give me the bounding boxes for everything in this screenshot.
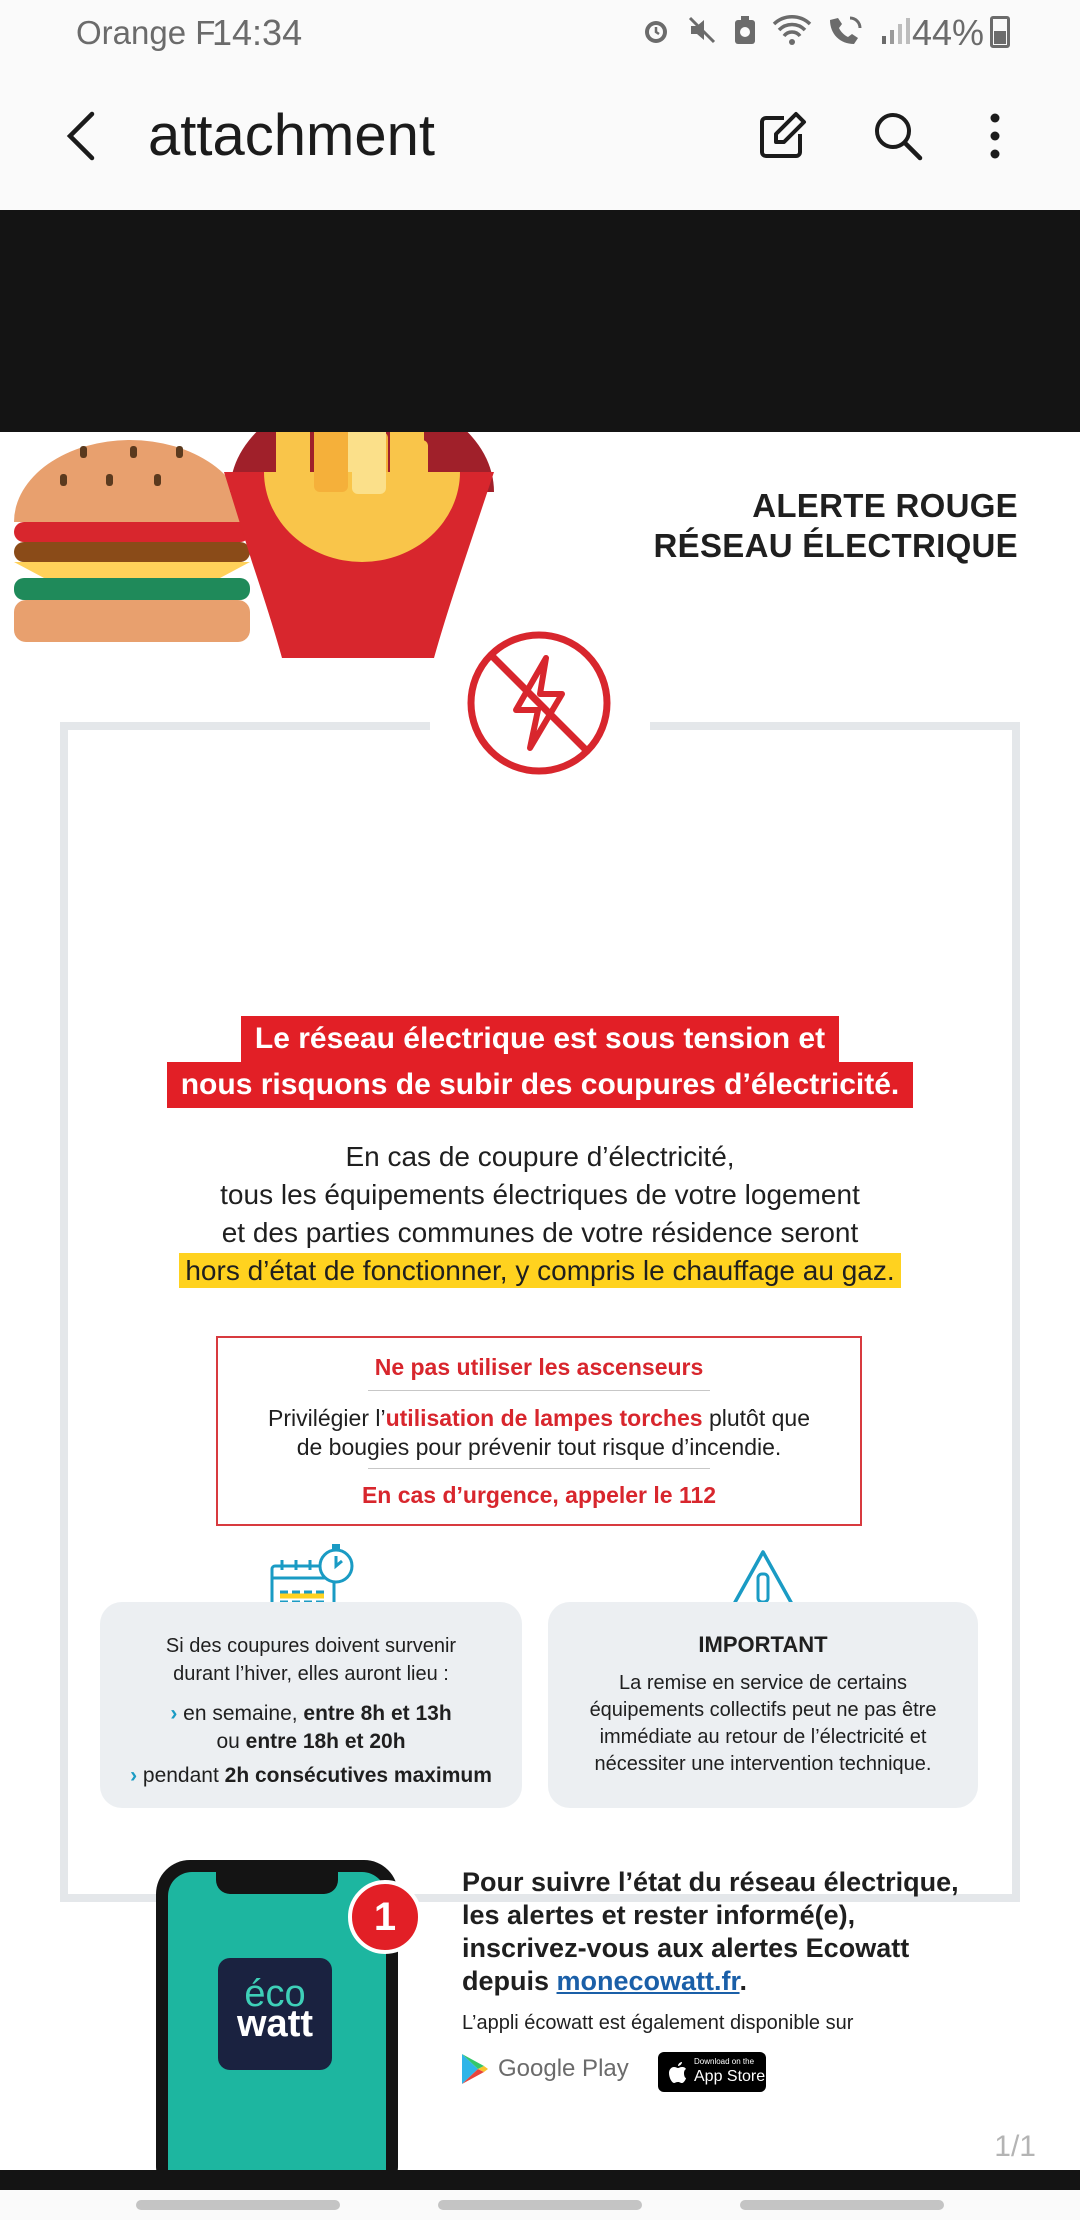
important-text: [548, 1670, 978, 1778]
torch-advice: [218, 1404, 860, 1462]
google-play-icon: [460, 2052, 490, 2086]
important-line2: équipements collectifs peut ne pas être: [589, 1699, 937, 1721]
banner-line1: Le réseau électrique est sous tension et: [241, 1016, 839, 1062]
ecowatt-line1: Pour suivre l’état du réseau électrique,: [462, 1867, 959, 1897]
app-logo-eco: éco: [244, 1973, 306, 2015]
more-vertical-icon[interactable]: [980, 108, 1010, 164]
important-line1: La remise en service de certains: [619, 1672, 907, 1694]
separator: [368, 1390, 710, 1391]
recycle-icon: [732, 14, 758, 46]
page-counter: 1/1: [994, 2130, 1036, 2163]
schedule-intro-line2: durant l’hiver, elles auront lieu :: [173, 1663, 449, 1685]
search-icon[interactable]: [870, 108, 926, 164]
schedule-hours: [100, 1700, 522, 1756]
schedule-intro-line1: Si des coupures doivent survenir: [165, 1635, 457, 1657]
torch-advice-line2: de bougies pour prévenir tout risque d’incendie.: [296, 1434, 782, 1460]
edit-icon[interactable]: [754, 108, 810, 164]
schedule-duration: [100, 1764, 522, 1788]
red-warning-banner: [0, 1016, 1080, 1108]
clock: 14:34: [212, 12, 303, 53]
carrier-name: Orange F: [76, 14, 216, 51]
ecowatt-signup-text: [462, 1866, 1002, 1998]
nav-back[interactable]: [740, 2200, 944, 2210]
system-nav-bar: [0, 2190, 1080, 2220]
signal-icon: [880, 14, 910, 46]
nav-home[interactable]: [438, 2200, 642, 2210]
bullet1-bold: entre 8h et 13h: [303, 1702, 452, 1725]
wifi-icon: [772, 14, 812, 46]
battery-percentage: 44%: [912, 12, 985, 53]
google-play-badge[interactable]: [460, 2052, 629, 2086]
emergency-number: En cas d’urgence, appeler le 112: [361, 1482, 717, 1508]
app-toolbar: [0, 66, 1080, 210]
ecowatt-line4-pre: depuis: [462, 1966, 557, 1996]
document-viewer[interactable]: [0, 210, 1080, 2190]
app-availability-text: L’appli écowatt est également disponible sur: [462, 2012, 854, 2034]
bullet2-bold: 2h consécutives maximum: [224, 1764, 492, 1787]
google-play-label: Google Play: [498, 2055, 629, 2082]
important-notice-card: [548, 1602, 978, 1808]
wifi-call-icon: [826, 14, 866, 46]
status-bar: [0, 0, 1080, 66]
alert-title: [654, 486, 1018, 566]
phone-notch: [216, 1872, 338, 1894]
bullet1b-text: ou: [216, 1730, 246, 1753]
notification-badge: 1: [348, 1880, 422, 1954]
back-arrow-icon[interactable]: [54, 106, 114, 166]
torch-advice-post: plutôt que: [702, 1405, 810, 1431]
body-line3: et des parties communes de votre résidence seront: [221, 1217, 859, 1248]
bullet2-text: pendant: [137, 1764, 225, 1787]
monecowatt-link[interactable]: monecowatt.fr: [556, 1966, 740, 1996]
ecowatt-line2: les alertes et rester informé(e),: [462, 1900, 856, 1930]
app-store-badge[interactable]: [658, 2052, 766, 2092]
app-store-label: App Store: [694, 2068, 766, 2085]
app-logo-watt: watt: [237, 2003, 313, 2045]
chevron-right-icon: ›: [170, 1702, 178, 1725]
ecowatt-line3: inscrivez-vous aux alertes Ecowatt: [462, 1933, 910, 1963]
important-heading: IMPORTANT: [698, 1632, 828, 1657]
alert-title-line2: RÉSEAU ÉLECTRIQUE: [653, 527, 1018, 564]
ecowatt-app-icon: [218, 1958, 332, 2070]
mute-icon: [686, 14, 718, 46]
safety-instructions-box: [216, 1336, 862, 1526]
power-cut-explanation: [0, 1138, 1080, 1290]
separator: [368, 1468, 710, 1469]
alert-title-line1: ALERTE ROUGE: [752, 487, 1018, 524]
no-electricity-icon: [464, 628, 614, 778]
alarm-icon: [640, 14, 672, 46]
torch-advice-pre: Privilégier l’: [268, 1405, 386, 1431]
ecowatt-line4-post: .: [739, 1966, 748, 1996]
page-title: attachment: [148, 103, 435, 168]
bullet1-text: en semaine,: [177, 1702, 304, 1725]
apple-icon: [668, 2060, 688, 2084]
no-elevator-warning: Ne pas utiliser les ascenseurs: [374, 1354, 704, 1380]
important-line3: immédiate au retour de l’électricité et: [599, 1726, 927, 1748]
body-line1: En cas de coupure d’électricité,: [345, 1141, 735, 1172]
nav-recents[interactable]: [136, 2200, 340, 2210]
bullet1b-bold: entre 18h et 20h: [245, 1730, 406, 1753]
status-icons: [640, 14, 910, 46]
torch-advice-highlight: utilisation de lampes torches: [385, 1405, 703, 1431]
schedule-intro: [100, 1632, 522, 1688]
chevron-right-icon: ›: [130, 1764, 138, 1787]
important-line4: nécessiter une intervention technique.: [594, 1753, 932, 1775]
body-line2: tous les équipements électriques de votre logement: [220, 1179, 860, 1210]
app-store-small-label: Download on the: [694, 2057, 755, 2066]
outage-schedule-card: [100, 1602, 522, 1808]
battery-icon: [990, 16, 1010, 48]
burger-fries-illustration: [0, 432, 520, 672]
banner-line2: nous risquons de subir des coupures d’électricité.: [167, 1062, 914, 1108]
body-highlight: hors d’état de fonctionner, y compris le chauffage au gaz.: [179, 1253, 900, 1288]
document-page: [0, 432, 1080, 2170]
